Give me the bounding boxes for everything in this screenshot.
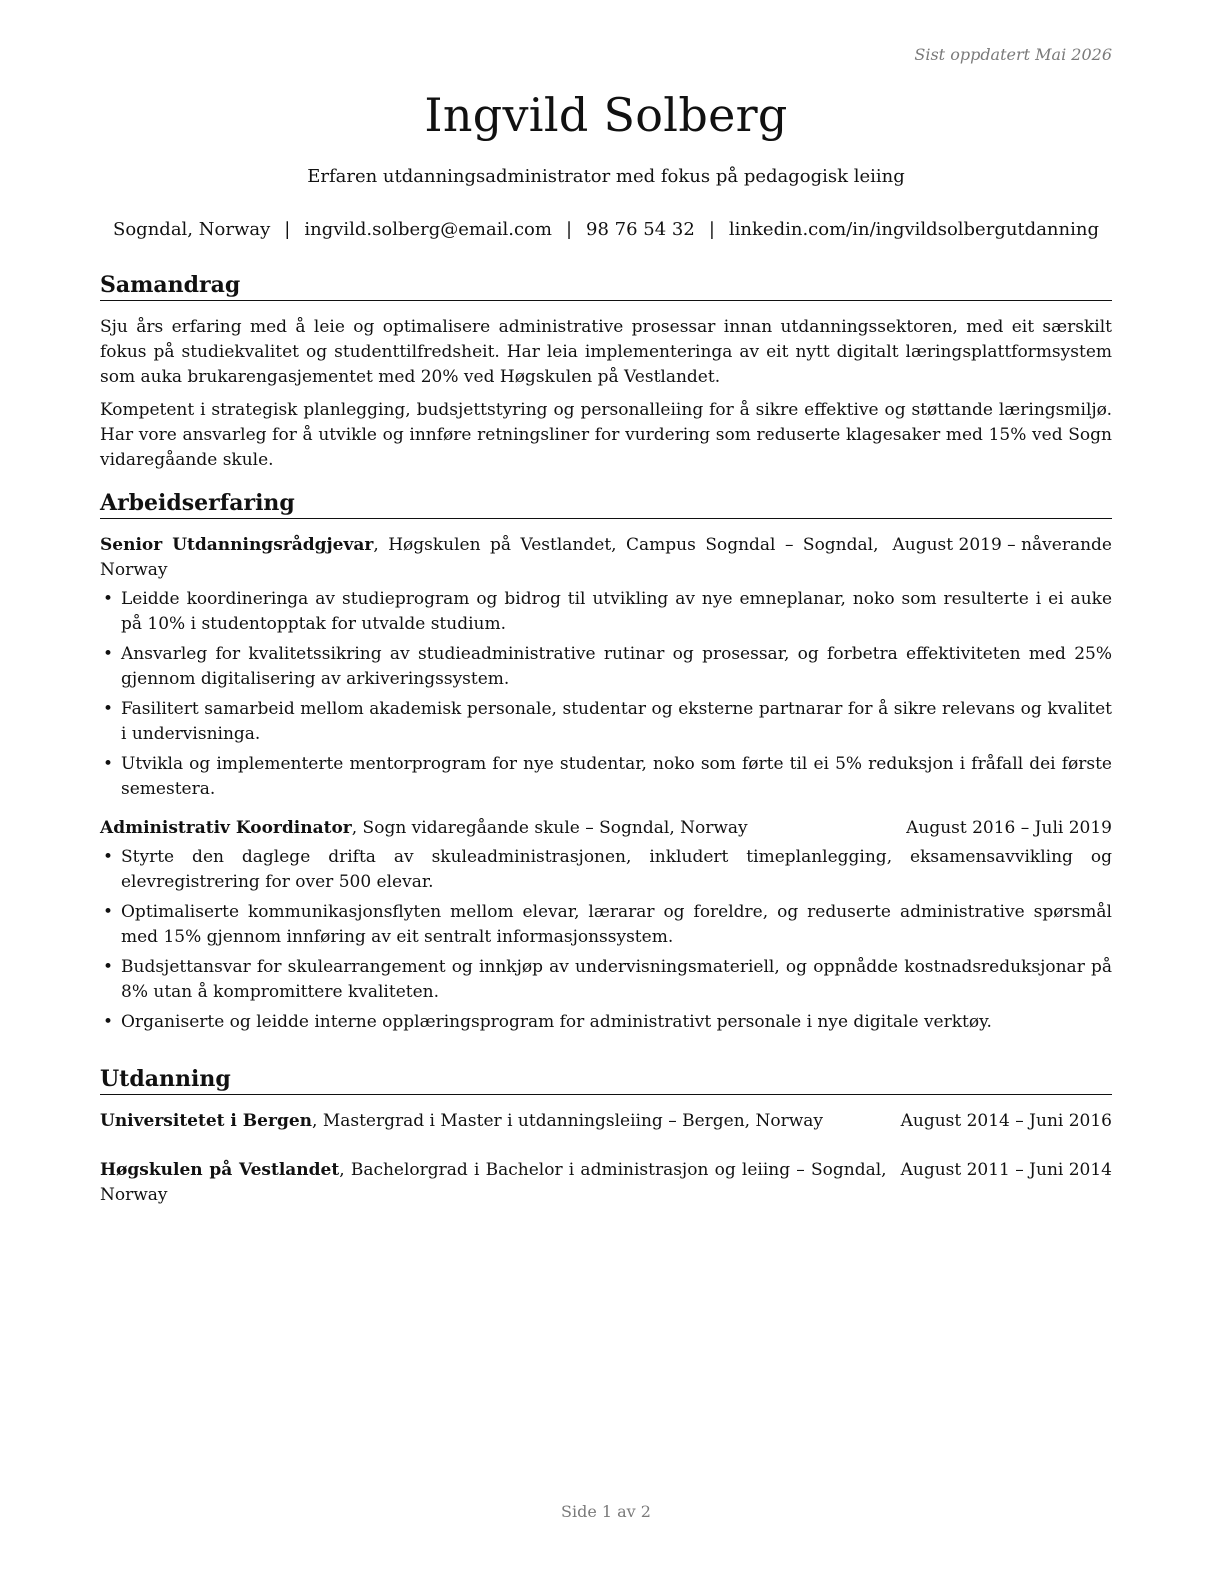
contact-phone: 98 76 54 32 <box>586 219 695 240</box>
resume-page <box>100 0 1112 1584</box>
contact-email[interactable]: ingvild.solberg@email.com <box>304 219 552 240</box>
education-dates: August 2011 – Juni 2014 <box>900 1160 1112 1180</box>
bullet-icon: • <box>103 902 114 922</box>
section-title-summary: Samandrag <box>100 272 1112 301</box>
job-bullet: • Leidde koordineringa av studieprogram og bidrog til utvikling av nye emneplanar, noko som resulterte i ei auke på 10% i studentopptak for utvalde studium. <box>103 589 1112 634</box>
job-bullet-list <box>100 587 1112 802</box>
summary-paragraph: Kompetent i strategisk planlegging, budsjettstyring og personalleiing for å sikre effektive og støttande læringsmiljø. Har vore ansvarleg for å utvikle og innføre retningsliner for vurdering som reduserte klagesaker med 15% ved Sogn vidaregåande skule. <box>100 400 1112 470</box>
education-school: Høgskulen på Vestlandet <box>100 1160 340 1180</box>
education-entry <box>100 1109 1112 1134</box>
education-dates: August 2014 – Juni 2016 <box>900 1111 1112 1131</box>
summary-paragraph: Sju års erfaring med å leie og optimalisere administrative prosessar innan utdanningssektoren, med eit særskilt fokus på studiekvalitet og studenttilfredsheit. Har leia implementeringa av eit nytt digitalt læringsplattformsystem som auka brukarengasjementet med 20% ved Høgskulen på Vestlandet. <box>100 317 1112 387</box>
job-entry <box>100 533 1112 802</box>
contact-line <box>100 219 1112 240</box>
education-degree: , Mastergrad i Master i utdanningsleiing – Bergen, Norway <box>312 1111 824 1131</box>
job-bullet: • Styrte den daglege drifta av skuleadministrasjonen, inkludert timeplanlegging, eksamensavvikling og elevregistrering for over 500 elevar. <box>103 847 1112 892</box>
experience-section <box>100 490 1112 1040</box>
job-header <box>100 816 1112 841</box>
last-updated-note: Sist oppdatert Mai 2026 <box>914 45 1112 64</box>
section-title-experience: Arbeidserfaring <box>100 490 1112 519</box>
page-indicator: Side 1 av 2 <box>561 1502 651 1521</box>
job-role: Administrativ Koordinator <box>100 818 352 838</box>
job-dates: August 2016 – Juli 2019 <box>906 818 1112 838</box>
bullet-icon: • <box>103 957 114 977</box>
candidate-headline: Erfaren utdanningsadministrator med fokus på pedagogisk leiing <box>307 166 905 187</box>
contact-separator: | <box>565 219 573 240</box>
job-role: Senior Utdanningsrådgjevar <box>100 535 374 555</box>
job-bullet-list <box>100 845 1112 1035</box>
job-bullet: • Utvikla og implementerte mentorprogram for nye studentar, noko som førte til ei 5% reduksjon i fråfall dei første semestera. <box>103 754 1112 799</box>
job-dates: August 2019 – nåverande <box>892 535 1112 555</box>
education-section <box>100 1066 1112 1208</box>
bullet-icon: • <box>103 754 114 774</box>
bullet-icon: • <box>103 1012 114 1032</box>
contact-linkedin[interactable]: linkedin.com/in/ingvildsolbergutdanning <box>728 219 1099 240</box>
contact-separator: | <box>284 219 291 240</box>
job-bullet: • Optimaliserte kommunikasjonsflyten mellom elevar, lærarar og foreldre, og reduserte administrative spørsmål med 15% gjennom innføring av eit sentralt informasjonssystem. <box>103 902 1112 947</box>
summary-section <box>100 272 1112 473</box>
section-title-education: Utdanning <box>100 1066 1112 1095</box>
education-entry <box>100 1158 1112 1208</box>
job-employer: , Sogn vidaregåande skule – Sogndal, Norway <box>351 818 748 838</box>
job-bullet: • Fasilitert samarbeid mellom akademisk personale, studentar og eksterne partnarar for å sikre relevans og kvalitet i undervisninga. <box>103 699 1112 744</box>
job-header <box>100 533 1112 583</box>
bullet-icon: • <box>103 644 114 664</box>
candidate-name: Ingvild Solberg <box>424 88 788 142</box>
job-bullet: • Ansvarleg for kvalitetssikring av studieadministrative rutinar og prosessar, og forbetra effektiviteten med 25% gjennom digitalisering av arkiveringssystem. <box>103 644 1112 689</box>
contact-location: Sogndal, Norway <box>113 219 271 240</box>
bullet-icon: • <box>103 847 114 867</box>
bullet-icon: • <box>103 589 114 609</box>
education-degree: , Bachelorgrad i Bachelor i administrasjon og leiing – Sogndal, Norway <box>100 1160 887 1205</box>
bullet-icon: • <box>103 699 114 719</box>
job-bullet: • Organiserte og leidde interne opplæringsprogram for administrativt personale i nye digitale verktøy. <box>100 1010 1112 1035</box>
contact-separator: | <box>708 219 715 240</box>
job-entry <box>100 816 1112 1035</box>
job-employer: , Høgskulen på Vestlandet, Campus Sogndal – Sogndal, Norway <box>100 535 879 580</box>
job-bullet: • Budsjettansvar for skulearrangement og innkjøp av undervisningsmateriell, og oppnådde kostnadsreduksjonar på 8% utan å kompromittere kvaliteten. <box>103 957 1112 1002</box>
education-school: Universitetet i Bergen <box>100 1111 313 1131</box>
